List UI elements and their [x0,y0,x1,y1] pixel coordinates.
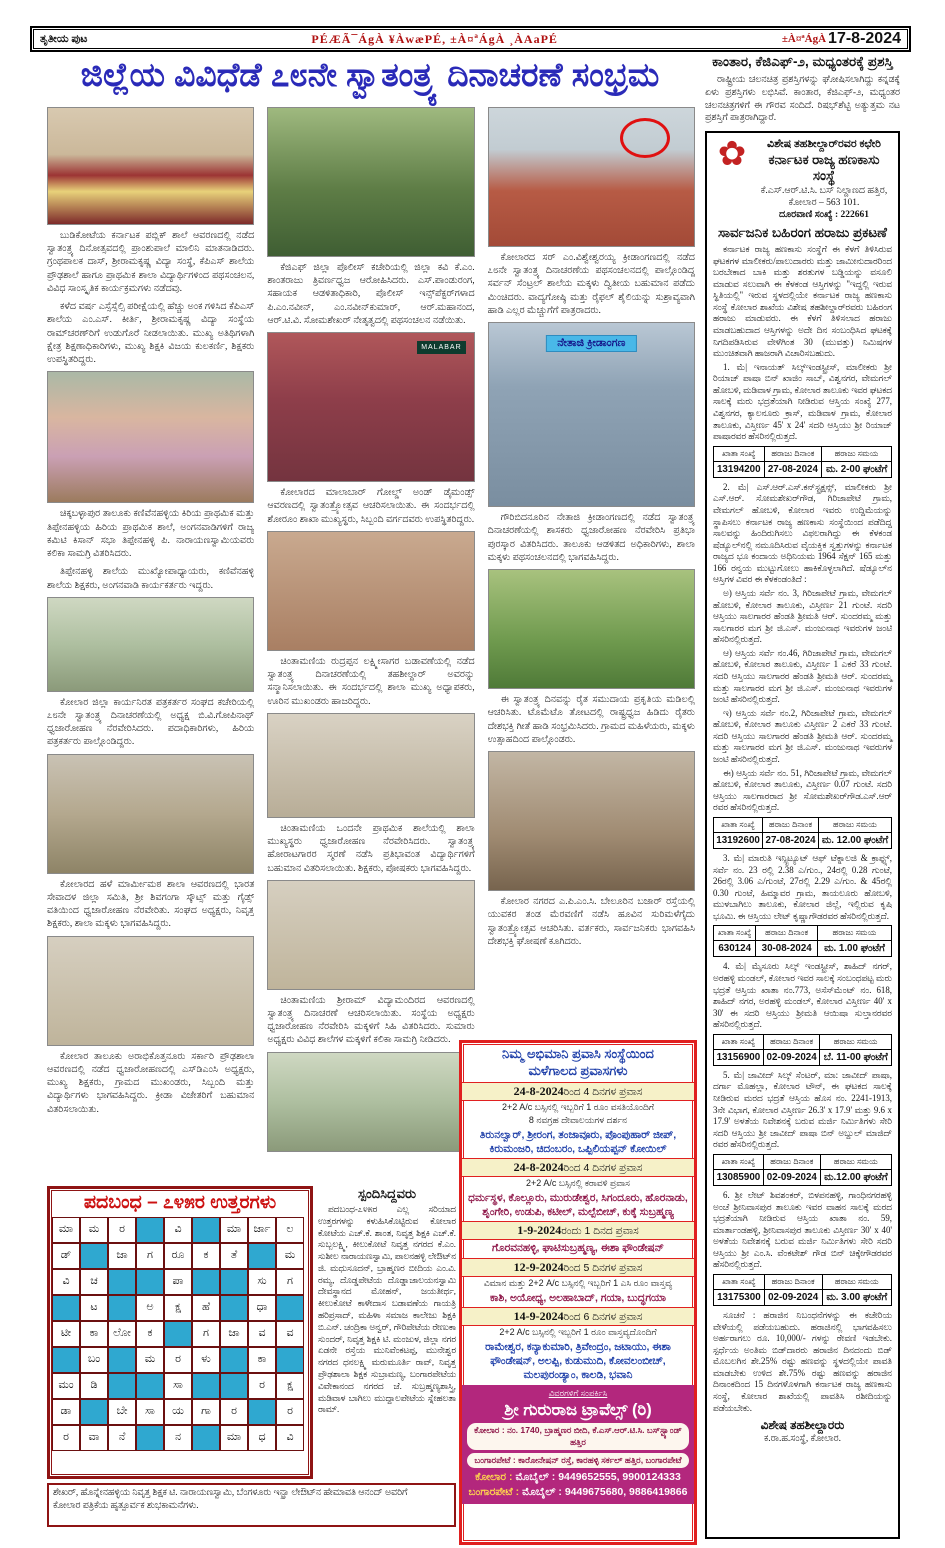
page-date: 17-8-2024 [828,30,901,47]
crossword-row-8 [52,1399,308,1425]
auction-item-5-text: 5. ಮೆ| ಜಾವೀದ್ ಸಿಲ್ಕ್ ಸೆಂಟರ್, ಮಾ: ಜಾವೀದ್ ಪಾಷಾ, ದರ್ಗಾ ಮೊಹಲ್ಲಾ, ಕೋಲಾರ ಟೌನ್, ಈ ಘಟಕದ ಸಾಲಕ್ಕೆ ನೀಡಿರುವ ಮರದ ಭದ್ರತೆ ಆಸ್ತಿಯ ಹೊಸ ನಂ. 2241-1913, 3ನೇ ವಿಭಾಗ, ಕೋಲಾರ ವಿಸ್ತೀರ್ಣ 26.3' x 17.9' ಮತ್ತು 9.6 x 17.9' ಅಳತೆಯ ನಿವೇಶನಕ್ಕೆ ಬರುವ ಮರ್ಜಿ ನಿರ್ಮಿತಿಗಳು ಸೇರಿ ಸದರಿ ಆಸ್ತಿಯು ಶ್ರೀ ಜಾವೀದ್ ಪಾಷಾ ಬಿನ್ ಅಬ್ದುಲ್ ಮಾಜಿದ್ ರವರ ಹೆಸರಿನಲ್ಲಿರುತ್ತದೆ. [713,1069,892,1150]
auction-item-2-text: 2. ಮೆ| ಎಸ್.ಆರ್.ಎಸ್.ಕನ್‌ಸ್ಟ್ರಕ್ಷನ್ಸ್, ಮಾಲೀಕರು ಶ್ರೀ ಎಸ್.ಆರ್. ಸೋಮಶೇಖರ್‌ಗೌಡ, ಗಿರಿಜಾಪೇಟೆ ಗ್ರಾಮ, ವೇಮಗಲ್ ಹೋಬಳಿ, ಕೋಲಾರ ಇವರು ಉದ್ದಿಮೆಯನ್ನು ಸ್ಥಾಪಿಸಲು ಕರ್ನಾಟಕ ರಾಜ್ಯ ಹಣಕಾಸು ಸಂಸ್ಥೆಯಿಂದ ಪಡೆದಿದ್ದ ಸಾಲವನ್ನು ಹಿಂದಿರುಗಿಸಲು ವಿಫಲರಾಗಿದ್ದು ಈ ಕೆಳಕಂಡ ಷೆಡ್ಯೂಲ್‌ನಲ್ಲಿ ನಮೂದಿಸಿರುವ ವೈಯಕ್ತಿಕ ಸ್ವತ್ತುಗಳನ್ನು ಕರ್ನಾಟಕ ರಾಜ್ಯದ ಭೂ ಕಂದಾಯ ಅಧಿನಿಯಮ 1964 ಸೆಕ್ಷನ್ 165 ಮತ್ತು 166 ರನ್ವಯ ಮುಟ್ಟುಗೋಲು ಹಾಕಿಕೊಳ್ಳಲಾಗಿದೆ. ಷೆಡ್ಯೂಲ್‌ನ ಆಸ್ತಿಗಳ ವಿವರ ಈ ಕೆಳಕಂಡಂತಿದೆ : [713,481,892,585]
travel-ad-contact-label: ವಿವರಗಳಿಗೆ ಸಂಪರ್ಕಿಸಿ [548,1388,608,1399]
auction-item-6-text: 6. ಶ್ರೀ ಲೇಟ್ ಶಿವಶಂಕರ್, ಬಿಳಪನಹಳ್ಳಿ, ಗಾಂಧಿನಗರಹಳ್ಳಿ ಅಂಚೆ ಶ್ರೀನಿವಾಸಪುರ ತಾಲೂಕು ಇವರ ವಾಹನ ಸಾಲಕ್ಕೆ ಮರದ ಭದ್ರತೆಯಾಗಿ ನೀಡಿರುವ ಆಸ್ತಿಯ ಖಾತಾ ನಂ. 59, ಮಾರ್ತಾಂಡಹಳ್ಳಿ, ಶ್ರೀನಿವಾಸಪುರ ತಾಲೂಕು ವಿಸ್ತೀರ್ಣ 30' x 40' ಅಳತೆಯ ನಿವೇಶನಕ್ಕೆ ಬರುವ ಮರ್ಜಿ ನಿರ್ಮಿತಿಗಳು ಸೇರಿ ಸದರಿ ಆಸ್ತಿಯು ಶ್ರೀ ಎಂ.ಸಿ. ವೆಂಕಟೇಶ್ ಗೌಡ ಬಿನ್ ಚಿಕ್ಕೇಗೌಡರವರ ಹೆಸರಿನಲ್ಲಿರುತ್ತದೆ. [713,1189,892,1270]
photo-parade-girls-track [488,107,695,247]
auction-item-2-sub-2: ಆ) ಆಸ್ತಿಯ ಸರ್ವೆ ನಂ.46, ಗಿರಿಜಾಪೇಟೆ ಗ್ರಾಮ, ವೇಮಗಲ್ ಹೋಬಳಿ, ಕೋಲಾರ ತಾಲೂಕು, ವಿಸ್ತೀರ್ಣ 1 ಎಕರೆ 33 ಗುಂಟೆ. ಸದರಿ ಆಸ್ತಿಯು ಸಾಲಗಾರರ ಹೆಂಡತಿ ಶ್ರೀಮತಿ ಆರ್. ಸುಂದರಮ್ಮ ಮತ್ತು ಸಾಲಗಾರರ ಮಗ ಶ್ರೀ ಜಿ.ಎಸ್. ಮಂಜುನಾಥ ಇವರುಗಳ ಜಂಟಿ ಹೆಸರಿನಲ್ಲಿರುತ್ತದೆ. [713,647,892,705]
photo-netaji-stadium-dignitaries [488,322,695,507]
crossword-blocked-cell [108,1269,136,1295]
travel-ad-contact-panel [462,1385,694,1504]
auction-table-data-row [714,1169,892,1185]
auction-item-3-table [713,925,892,957]
crossword-row-3 [52,1269,308,1295]
auction-table-header-cell: ಖಾತಾ ಸಂಖ್ಯೆ [714,446,765,461]
crossword-blocked-cell [192,1269,220,1295]
photo-police-flag-salute [267,107,474,257]
caption-line-1: ಶೇಖರ್, ಹೊನ್ನೇನಹಳ್ಳಿಯ ನಿವೃತ್ತ ಶಿಕ್ಷಕ ಟಿ. ನಾರಾಯಣಸ್ವಾಮಿ, ಬೆಂಗಳೂರು ಇನ್ಫ್ರಾ ಲೇಔಟ್‌ನ ಹೇಮಾವತಿ ಆನಂದ್ ಅವರಿಗೆ [53,1488,408,1498]
crossword-row-5 [52,1321,308,1347]
travel-ad-address-kolar: ಕೋಲಾರ : ನಂ. 1740, ಬ್ರಾಹ್ಮಣರ ಬೀದಿ, ಕೆ.ಎಸ್.ಆರ್.ಟಿ.ಸಿ. ಬಸ್‌ಸ್ಟ್ಯಾಂಡ್ ಹತ್ತಿರ [467,1423,689,1449]
auction-table-header-cell: ಹರಾಜು ಸಮಯ [822,1274,891,1289]
crossword-letter-cell: ವ [276,1321,304,1347]
auction-table-header-cell: ಖಾತಾ ಸಂಖ್ಯೆ [714,817,763,832]
auction-address-2: ಕೋಲಾರ – 563 101. [788,197,860,208]
travel-tour-date: 1-9-2024 [517,1223,562,1238]
crossword-blocked-cell [220,1373,248,1399]
right-column [705,54,900,1539]
auction-table-header-row [714,1154,892,1169]
travel-agency-name: ಶ್ರೀ ಗುರುರಾಜ ಟ್ರಾವೆಲ್ಸ್ (ರಿ) [504,1401,652,1420]
stadium-banner-text: ನೇತಾಜಿ ಕ್ರೀಡಾಂಗಣ [546,335,636,352]
auction-table-header-cell: ಹರಾಜು ದಿನಾಂಕ [764,1274,822,1289]
photo-flower-shower-procession [488,751,695,891]
auction-table-data-row [714,941,892,957]
auction-table-data-cell: ಮ. 1.00 ಘಂಟೆಗೆ [818,941,892,957]
auction-note: ಸೂಚನೆ : ಹರಾಜಿನ ನಿಬಂಧನೆಗಳನ್ನು ಈ ಕಚೇರಿಯ ವೇಳೆಯಲ್ಲಿ ಪಡೆಯಬಹುದು. ಹರಾಜಿನಲ್ಲಿ ಭಾಗವಹಿಸಲು ಅರ್ಹರಾಗಲು ರೂ. 10,000/- ಗಳನ್ನು ಠೇವಣಿ ಇಡಬೇಕು. ಸ್ಪರ್ಧೆಯ ಅಂತಿಮ ಬಿಡ್‌ದಾರರು ಹರಾಜಿನ ದಿನದಂದು ಬಿಡ್ ಮೊಬಲಗಿನ ಶೇ.25% ರಷ್ಟು ಹಣವನ್ನು ಸ್ಥಳದಲ್ಲಿಯೇ ಪಾವತಿ ಮಾಡಬೇಕು ಉಳಿದ ಶೇ.75% ರಷ್ಟು ಹಣವನ್ನು ಹರಾಜಿನ ದಿನಾಂಕದಿಂದ 15 ದಿನಗಳೊಳಗಾಗಿ ಕರ್ನಾಟಕ ರಾಜ್ಯ ಹಣಕಾಸು ಸಂಸ್ಥೆ, ಕೋಲಾರ ಶಾಖೆಯಲ್ಲಿ ಪಾವತಿಸಿ ರಶೀದಿಯನ್ನು ಪಡೆಯಬೇಕು. [713,1309,892,1413]
crossword-row-7 [52,1373,308,1399]
crossword-letter-cell: ರ [276,1399,304,1425]
travel-ad-header [462,1043,694,1082]
article-paragraph: ಕೋಲಾರ ತಾಲೂಕು ಅರಾಭಿಕೊತ್ತನೂರು ಸರ್ಕಾರಿ ಪ್ರೌಢಶಾಲಾ ಆವರಣದಲ್ಲಿ ನಡೆದ ಧ್ವಜಾರೋಹಣದಲ್ಲಿ ಎಸ್‌ಡಿಎಂಸಿ ಅಧ್ಯಕ್ಷರು, ಮುಖ್ಯ ಶಿಕ್ಷಕರು, ಗ್ರಾಮದ ಮುಖಂಡರು, ಸಿಬ್ಬಂದಿ ಮತ್ತು ವಿದ್ಯಾರ್ಥಿಗಳು ಭಾಗವಹಿಸಿದ್ದರು. ಕ್ರೀಡಾ ವಿಜೇತರಿಗೆ ಬಹುಮಾನ ವಿತರಿಸಲಾಯಿತು. [47,1050,255,1115]
crossword-blocked-cell [220,1295,248,1321]
masthead-bar [30,26,911,52]
crossword-letter-cell: ನೆ [108,1425,136,1451]
crossword-letter-cell: ಗಾ [192,1399,220,1425]
article-paragraph: ಚಿಂತಾಮಣಿಯ ರುದ್ರಪ್ಪನ ಲಕ್ಷ್ಮೀಸಾಗರ ಬಡಾವಣೆಯಲ್ಲಿ ನಡೆದ ಸ್ವಾತಂತ್ರ್ಯ ದಿನಾಚರಣೆಯಲ್ಲಿ ತಹಶೀಲ್ದಾರ್ ಅವರನ್ನು ಸನ್ಮಾನಿಸಲಾಯಿತು. ಈ ಸಂದರ್ಭದಲ್ಲಿ ಶಾಲಾ ಮುಖ್ಯ ಅಧ್ಯಾಪಕರು, ಊರಿನ ಮುಖಂಡರು ಹಾಜರಿದ್ದರು. [267,655,475,707]
travel-tour-detail-line: 8 ನವಗ್ರಹ ದೇವಾಲಯಗಳ ದರ್ಶನ [528,1114,628,1125]
auction-table-data-cell: ಮ. 12.00 ಘಂಟೆಗೆ [819,832,892,848]
crossword-row-6 [52,1347,308,1373]
crossword-letter-cell: ರ [220,1399,248,1425]
auction-table-data-cell: 02-09-2024 [764,1289,822,1305]
travel-ad-address-bangarpet: ಬಂಗಾರಪೇಟೆ : ಕಾರೋನೇಷನ್ ರಸ್ತೆ, ಕಾರಹಳ್ಳಿ ಸರ್ಕಲ್ ಹತ್ತಿರ, ಬಂಗಾರಪೇಟೆ [467,1453,689,1468]
crossword-letter-cell: ಮ [136,1347,164,1373]
auction-table-data-cell: ಮ. 3.00 ಘಂಟೆಗೆ [822,1289,891,1305]
masthead-title: PÉÆÃ¯ÁgÀ ¥ÀwæPÉ, ±À¤ªÁgÀ ¸ÀAaPÉ [311,31,558,46]
auction-signature-org: ಕ.ರಾ.ಹ.ಸಂಸ್ಥೆ, ಕೋಲಾರ. [763,1434,842,1445]
auction-table-header-cell: ಖಾತಾ ಸಂಖ್ಯೆ [714,1274,765,1289]
crossword-letter-cell: ಯ [164,1399,192,1425]
crossword-letter-cell: ಪಾ [164,1269,192,1295]
crossword-letter-cell: ಮಾ [220,1217,248,1243]
article-paragraph: ಬುಡಿಕೋಟೆಯ ಕರ್ನಾಟಕ ಪಬ್ಲಿಕ್ ಶಾಲೆ ಆವರಣದಲ್ಲಿ ನಡೆದ ಸ್ವಾತಂತ್ರ್ಯ ದಿನೋತ್ಸವದಲ್ಲಿ ಪ್ರಾಂಶುಪಾಲೆ ಮಾಲಿನಿ ಮಾತನಾಡಿದರು. ಗ್ರಂಥಪಾಲಕ ದಾಸ್, ಶ್ರೀರಾಮಕೃಷ್ಣ ವಿದ್ಯಾ ಸಂಸ್ಥೆ, ಕೆಪಿಎಸ್ ಶಾಲೆಯ ಪ್ರೌಢಶಾಲೆ ಹಾಗೂ ಪ್ರಾಥಮಿಕ ಶಾಲಾ ವಿದ್ಯಾರ್ಥಿಗಳಿಂದ ಪಥಸಂಚಲನ, ವಿವಿಧ ಸಾಂಸ್ಕೃತಿಕ ಕಾರ್ಯಕ್ರಮಗಳು ನಡೆದವು. [47,230,255,294]
crossword-letter-cell: ಹೆ [192,1295,220,1321]
travel-ad-sections [462,1082,694,1385]
auction-table-header-cell: ಖಾತಾ ಸಂಖ್ಯೆ [714,1034,764,1049]
crossword-letter-cell: ಡ್ [52,1243,80,1269]
crossword-blocked-cell [192,1217,220,1243]
photo-classroom-children [47,371,254,503]
crossword-letter-cell: ವಿ [276,1425,304,1451]
article-paragraph: ಕೋಲಾರ ನಗರದ ಎ.ಪಿ.ಎಂ.ಸಿ. ಬೇಲೂರಿನ ಬಜಾರ್ ರಸ್ತೆಯಲ್ಲಿ ಯುವಕರ ತಂಡ ಮೆರವಣಿಗೆ ನಡೆಸಿ ಹೂವಿನ ಸುರಿಮಳೆಗೈದು ಸ್ವಾತಂತ್ರ್ಯೋತ್ಸವ ಆಚರಿಸಿತು. ವರ್ತಕರು, ಸಾರ್ವಜನಿಕರು ಭಾಗವಹಿಸಿ ದೇಶಭಕ್ತಿ ಘೋಷಣೆ ಕೂಗಿದರು. [487,896,695,947]
article-paragraph: ಚಿಕ್ಕಬಳ್ಳಾಪುರ ತಾಲೂಕು ಕಣಿವೆನಹಳ್ಳಿಯ ಕಿರಿಯ ಪ್ರಾಥಮಿಕ ಮತ್ತು ತಿಪ್ಪೇನಹಳ್ಳಿಯ ಹಿರಿಯ ಪ್ರಾಥಮಿಕ ಶಾಲೆ, ಅಂಗನವಾಡಿಗಳಿಗೆ ರಾಜ್ಯ ಕಮಿಟಿ ಕಿಸಾನ್ ಸಭಾ ತಿಪ್ಪೇನಹಳ್ಳಿ ಪಿ. ನಾರಾಯಣಸ್ವಾಮಿಯವರು ಕಲಿಕಾ ಸಾಮಗ್ರಿ ವಿತರಿಸಿದರು. [47,508,255,560]
crossword-letter-cell: ಅ [136,1295,164,1321]
crossword-grid [52,1217,308,1451]
crossword-letter-cell: ಚ [80,1269,108,1295]
crossword-letter-cell: ವಾ [80,1425,108,1451]
auction-office-line: ವಿಶೇಷ ತಹಶೀಲ್ದಾರ್‌ರವರ ಕಛೇರಿ [766,137,881,150]
crossword-blocked-cell [80,1243,108,1269]
auction-item-4-table [713,1034,892,1066]
travel-tour-detail-line: 2+2 A/c ಬಸ್ಸಿನಲ್ಲಿ ಇಬ್ಬರಿಗೆ 1 ರೂಂ ವಸತಿಯೊಂದಿಗೆ [501,1101,655,1112]
crossword-letter-cell: ಡಿ [80,1373,108,1399]
travel-tour-date: 24-8-2024 [513,1160,564,1175]
auction-table-header-cell: ಖಾತಾ ಸಂಖ್ಯೆ [714,926,756,941]
crossword-letter-cell: ಜಾ [220,1321,248,1347]
crossword-letter-cell: ಗ [276,1269,304,1295]
auction-item-3-text: 3. ಮೆ| ಮಾರುತಿ ಇನ್ಸ್ಟಿಟ್ಯೂಟ್ ಆಫ್ ಟೆಕ್ನಾಲಜಿ & ಕ್ರಾಫ್ಟ್ಸ್, ಸರ್ವೆ ನಂ. 23 ರಲ್ಲಿ 2.38 ಎ/ಗುಂ., 24ರಲ್ಲಿ 0.28 ಗುಂಟೆ, 26ರಲ್ಲಿ 3.06 ಎ/ಗುಂಟೆ, 27ರಲ್ಲಿ 2.29 ಎ/ಗುಂ. & 45ರಲ್ಲಿ 0.30 ಗುಂಟೆ, ಹಿಮ್ಮಾವರ ಗ್ರಾಮ, ತಾಯಲೂರು ಹೋಬಳಿ, ಮುಳಬಾಗಿಲು ತಾಲೂಕು, ಕೋಲಾರ ಜಿಲ್ಲೆ, ಇಲ್ಲಿರುವ ಕೃಷಿ ಭೂಮಿ. ಈ ಆಸ್ತಿಯು ಲೇಟ್ ಕೃಷ್ಣಾಗೌಡರವರ ಹೆಸರಿನಲ್ಲಿರುತ್ತದೆ. [713,852,892,921]
responders-title: ಸ್ಪಂದಿಸಿದ್ದವರು [358,1186,416,1201]
crossword-letter-cell: ನ [164,1425,192,1451]
article-paragraph: ಚಿಂತಾಮಣಿಯ ಶ್ರೀರಾಮ್ ವಿದ್ಯಾಮಂದಿರದ ಆವರಣದಲ್ಲಿ ಸ್ವಾತಂತ್ರ್ಯ ದಿನಾಚರಣೆ ಆಚರಿಸಲಾಯಿತು. ಸಂಸ್ಥೆಯ ಅಧ್ಯಕ್ಷರು ಧ್ವಜಾರೋಹಣ ನೆರವೇರಿಸಿ ಮಕ್ಕಳಿಗೆ ಸಿಹಿ ವಿತರಿಸಿದರು. ಸುಮಾರು ಅಧ್ಯಕ್ಷರು ವಿವಿಧ ಶಾಲೆಗಳ ಮಕ್ಕಳಿಗೆ ಕಲಿಕಾ ಸಾಮಗ್ರಿ ನೀಡಿದರು. [267,994,475,1046]
crossword-letter-cell: ಮಂ [52,1373,80,1399]
crossword-letter-cell: ಲ [276,1217,304,1243]
red-circle-annotation [620,118,670,158]
edition-label: ತೃತೀಯ ಪುಟ [40,32,88,45]
caption-line-2: ಕೋಲಾರ ಪತ್ರಿಕೆಯ ಹೃತ್ಪೂರ್ವಕ ಶುಭಕಾಮನೆಗಳು. [53,1501,199,1512]
auction-table-data-cell: 630124 [714,941,756,957]
crossword-letter-cell: ಕ್ಷ [164,1295,192,1321]
crossword-blocked-cell [108,1295,136,1321]
crossword-blocked-cell [80,1399,108,1425]
crossword-blocked-cell [220,1347,248,1373]
article-column-2 [267,104,474,1180]
auction-table-header-cell: ಹರಾಜು ಸಮಯ [820,1034,892,1049]
auction-table-header-cell: ಹರಾಜು ದಿನಾಂಕ [756,926,818,941]
auction-item-1-text: 1. ಮೆ| ಇನಾಯತ್ ಸಿಲ್ಕ್‌ಇಂಡಸ್ಟ್ರೀಸ್, ಮಾಲೀಕರು ಶ್ರೀ ರಿಯಾಜ್ ಪಾಷಾ ಬಿನ್ ಖಾಜಿಂ ಸಾಬ್, ವಿಶ್ವನಗರ, ವೇಮಗಲ್ ಹೋಬಳಿ, ಮಡಿವಾಳ ಗ್ರಾಮ, ಕೋಲಾರ ತಾಲೂಕು ಇವರ ಘಟಕದ ಸಾಲಕ್ಕೆ ಮರು ಭದ್ರತೆಯಾಗಿ ನೀಡಿರುವ ಆಸ್ತಿಯ ಸಂಖ್ಯೆ 277, ವಿಶ್ವನಗರ, ಕ್ಯಾಲನೂರು ಕ್ರಾಸ್, ಮಡಿವಾಳ ಗ್ರಾಮ, ಕೋಲಾರ ತಾಲೂಕು, ವಿಸ್ತೀರ್ಣ 45' x 24' ಸದರಿ ಆಸ್ತಿಯು ಶ್ರೀ ರಿಯಾಜ್ ಪಾಷಾರವರ ಹೆಸರಿನಲ್ಲಿರುತ್ತದೆ. [713,361,892,442]
auction-item-2-sub-4: ಈ) ಆಸ್ತಿಯ ಸರ್ವೆ ನಂ. 51, ಗಿರಿಜಾಪೇಟೆ ಗ್ರಾಮ, ವೇಮಗಲ್ ಹೋಬಳಿ, ಕೋಲಾರ ತಾಲೂಕು, ವಿಸ್ತೀರ್ಣ 0.07 ಗುಂಟೆ. ಸದರಿ ಆಸ್ತಿಯು ಸಾಲಗಾರರಾದ ಶ್ರೀ ಸೋಮಶೇಖರ್‌ಗೌಡ.ಎಸ್.ಆರ್ ರವರ ಹೆಸರಿನಲ್ಲಿರುತ್ತದೆ. [713,767,892,813]
auction-item-2-sub-3: ಇ) ಆಸ್ತಿಯ ಸರ್ವೆ ನಂ.2, ಗಿರಿಜಾಪೇಟೆ ಗ್ರಾಮ, ವೇಮಗಲ್ ಹೋಬಳಿ, ಕೋಲಾರ ತಾಲೂಕು ವಿಸ್ತೀರ್ಣ 2 ಎಕರೆ 33 ಗುಂಟೆ. ಸದರಿ ಆಸ್ತಿಯು ಸಾಲಗಾರರ ಹೆಂಡತಿ ಶ್ರೀಮತಿ ಆರ್. ಸುಂದರಮ್ಮ ಮತ್ತು ಸಾಲಗಾರರ ಮಗ ಶ್ರೀ ಜಿ.ಎಸ್. ಮಂಜುನಾಥ ಇವರುಗಳ ಜಂಟಿ ಹೆಸರಿನಲ್ಲಿರುತ್ತದೆ. [713,707,892,765]
auction-table-data-cell: ಮ.12.00 ಘಂಟೆಗೆ [820,1169,891,1185]
responders-body: ಪದಬಂಧ-೭೪೫ರ ಎಲ್ಲ ಸರಿಯಾದ ಉತ್ತರಗಳನ್ನು ಕಳುಹಿಸಿಕೊಟ್ಟಿರುವ ಕೋಲಾರ ಕೋಟೆಯ ಎಚ್.ಕೆ. ಶಾಂತ, ನಿವೃತ್ತ ಶಿಕ್ಷಕಿ ಎಚ್.ಕೆ. ಸುಬ್ಬಲಕ್ಷ್ಮಿ, ಕೀಲುಕೋಟೆ ನಿವೃತ್ತ ನಗರದ ಕೆ.ಎಂ. ಸುಶೀಲ ನಾರಾಯಣಸ್ವಾಮಿ, ಪಾಲನಹಳ್ಳಿ ಲೇಔಟ್‌ನ ಜಿ. ಮಧುಸೂದನ್, ಬ್ರಾಹ್ಮಣರ ಬೀದಿಯ ಎಂ.ವಿ. ರಮ್ಯ, ದೊಡ್ಡಪೇಟೆಯ ದೊಡ್ಡಾಜಾಲಯನಸ್ವಾಮಿ ದೇವಸ್ಥಾನದ ಮೋಹನ್, ಜಯತೀರ್ಥ, ಕೀಲುಕೋಟೆ ಕಾಳೇದಾಸ ಬಡಾವಣೆಯ ಗಾಯತ್ರಿ ಹರಿಪ್ರಸಾದ್, ಮಹಿಳಾ ಸಮಾಜ ಕಾಲೇಜು ಶಿಕ್ಷಕಿ ಬಿ.ಎನ್. ಚಂದ್ರಿಕಾ ಅನ್ವರ್, ಗೌರಿಪೇಟೆಯ ರೇಣುಕಾ ಸುಂದರ್, ನಿವೃತ್ತ ಶಿಕ್ಷಕಿ ಟಿ. ಮಂಜುಳ, ಜಿಲ್ಲಾ ನಗರ ಏಡನೇ ರಸ್ತೆಯ ಮುನಿವೆಂಕಟಪ್ಪ, ಮುನೇಶ್ವರ ನಗರದ ಧನಲಕ್ಷ್ಮಿ ಮರುಮೂರ್ತಿ ರಾವ್, ನಿವೃತ್ತ ಪ್ರೌಢಶಾಲಾ ಶಿಕ್ಷಕ ಸುಬ್ರಾಮಣ್ಯ, ಬಂಗಾರಪೇಟೆಯ ವಿವೇಕಾನಂದ ನಗರದ ಜೆ. ಸುಬ್ರಹ್ಮಣ್ಯಶಾಸ್ತ್ರಿ, ಮಡಿವಾಳ ಬಾಗಿಲು ಮುದ್ದಾಲಪೇಟೆಯ ಸ್ನೇಹಲತಾ ರಾಮ್. [318,1204,456,1415]
crossword-letter-cell: ಗ [136,1243,164,1269]
main-article-columns [47,104,695,1180]
crossword-blocked-cell [276,1347,304,1373]
auction-table-data-cell: 13175300 [714,1289,765,1305]
article-column-1 [47,104,254,1180]
auction-table-header-cell: ಹರಾಜು ಸಮಯ [820,1154,891,1169]
article-column-3 [488,104,695,1036]
crossword-answers-box [47,1186,313,1479]
crossword-blocked-cell [108,1347,136,1373]
auction-items-list [713,362,892,1306]
crossword-letter-cell: ಮಾ [220,1425,248,1451]
auction-table-header-cell: ಹರಾಜು ದಿನಾಂಕ [763,1154,820,1169]
crossword-letter-cell: ಕ [136,1321,164,1347]
auction-table-data-cell: 27-08-2024 [764,461,822,477]
responders-column [318,1186,456,1479]
crossword-letter-cell: ಲೋ [108,1321,136,1347]
photo-arabhikothanur-school-group [47,936,254,1046]
article-paragraph: ಕೋಲಾರದ ಸರ್ ಎಂ.ವಿಶ್ವೇಶ್ವರಯ್ಯ ಕ್ರೀಡಾಂಗಣದಲ್ಲಿ ನಡೆದ ೭೮ನೇ ಸ್ವಾತಂತ್ರ್ಯ ದಿನಾಚರಣೆಯ ಪಥಸಂಚಲನದಲ್ಲಿ ಪಾಲ್ಗೊಂಡಿದ್ದ ಸರ್ವನ್ ಸೆಂಟ್ರಲ್ ಶಾಲೆಯ ಮಕ್ಕಳು ದ್ವಿತೀಯ ಬಹುಮಾನ ಪಡೆದು ಮಿಂಚಿದರು. ವಾದ್ಯಗೋಷ್ಠಿ ಮತ್ತು ರೈಫಲ್ ಶೈಲಿಯನ್ನು ಸುಶ್ರಾವ್ಯವಾಗಿ ಹಾಡಿ ಎಲ್ಲರ ಮೆಚ್ಚುಗೆಗೆ ಪಾತ್ರರಾದರು. [487,252,695,316]
crossword-blocked-cell [276,1295,304,1321]
auction-table-data-cell: 02-09-2024 [763,1049,820,1065]
crossword-letter-cell: ಟೀ [52,1321,80,1347]
travel-ad-phone-bangarpet: ಬಂಗಾರಪೇಟೆ : ಮೊಬೈಲ್ : 9449675680, 9886419866 [468,1485,688,1498]
auction-header [713,135,892,220]
auction-table-header-cell: ಖಾತಾ ಸಂಖ್ಯೆ [714,1154,764,1169]
crossword-letter-cell: ವ [248,1321,276,1347]
crossword-letter-cell: ಕಾ [80,1321,108,1347]
crossword-letter-cell: ಮಾ [52,1217,80,1243]
auction-item-1-table [713,446,892,478]
auction-address-1: ಕೆ.ಎಸ್.ಆರ್.ಟಿ.ಸಿ. ಬಸ್ ನಿಲ್ದಾಣದ ಹತ್ತಿರ, [760,185,888,196]
crossword-blocked-cell [192,1425,220,1451]
auction-table-header-cell: ಹರಾಜು ಸಮಯ [819,817,892,832]
crossword-blocked-cell [136,1425,164,1451]
travel-tour-date: 24-8-2024 [513,1083,564,1098]
auction-table-header-cell: ಹರಾಜು ದಿನಾಂಕ [763,817,819,832]
crossword-letter-cell: ಸಾ [164,1373,192,1399]
auction-table-header-row [714,1274,892,1289]
auction-item-2-sub-1: ಅ) ಆಸ್ತಿಯ ಸರ್ವೆ ನಂ. 3, ಗಿರಿಜಾಪೇಟೆ ಗ್ರಾಮ, ವೇಮಗಲ್ ಹೋಬಳಿ, ಕೋಲಾರ ತಾಲೂಕು, ವಿಸ್ತೀರ್ಣ 21 ಗುಂಟೆ. ಸದರಿ ಆಸ್ತಿಯು ಸಾಲಗಾರರ ಹೆಂಡತಿ ಶ್ರೀಮತಿ ಆರ್. ಸುಂದರಮ್ಮ ಮತ್ತು ಸಾಲಗಾರರ ಮಗ ಶ್ರೀ ಜಿ.ಎಸ್. ಮಂಜುನಾಥ ಇವರುಗಳ ಜಂಟಿ ಹೆಸರಿನಲ್ಲಿರುತ್ತದೆ. [713,587,892,645]
article-paragraph: ಈ ಸ್ವಾತಂತ್ರ್ಯ ದಿನವನ್ನು ರೈತ ಸಮುದಾಯ ಪ್ರಕೃತಿಯ ಮಡಿಲಲ್ಲಿ ಆಚರಿಸಿತು. ಟೊಮೆಟೊ ತೋಟದಲ್ಲಿ ರಾಷ್ಟ್ರಧ್ವಜ ಹಿಡಿದು ರೈತರು ದೇಶಭಕ್ತಿ ಗೀತೆ ಹಾಡಿ ಸಂಭ್ರಮಿಸಿದರು. ಗ್ರಾಮದ ಮಹಿಳೆಯರು, ಮಕ್ಕಳು ಉತ್ಸಾಹದಿಂದ ಪಾಲ್ಗೊಂಡರು. [487,694,695,745]
travel-tour-date-band: 14-9-2024ರಿಂದ 6 ದಿನಗಳ ಪ್ರವಾಸ [462,1307,694,1326]
photo-scouts-group [267,1052,474,1152]
auction-table-data-cell: ಮ. 2-00 ಘಂಟೆಗೆ [822,461,892,477]
crossword-blocked-cell [164,1321,192,1347]
crossword-letter-cell: ರ [248,1373,276,1399]
crossword-row-1 [52,1217,308,1243]
auction-table-header-cell: ಹರಾಜು ದಿನಾಂಕ [763,1034,820,1049]
crossword-blocked-cell [136,1373,164,1399]
auction-table-data-cell: 13194200 [714,461,765,477]
auction-table-header-row [714,1034,892,1049]
photo-malabar-staff-group [267,332,474,482]
auction-table-header-cell: ಹರಾಜು ದಿನಾಂಕ [764,446,822,461]
crossword-letter-cell: ರ [164,1347,192,1373]
travel-tour-date-band: 12-9-2024ರಿಂದ 5 ದಿನಗಳ ಪ್ರವಾಸ [462,1258,694,1277]
auction-table-data-cell: 02-09-2024 [763,1169,820,1185]
photo-journalists-flag-hoisting [47,597,254,692]
date-prefix: ±À¤ªÁgÀ [781,33,827,45]
auction-header-text [756,138,892,220]
crossword-letter-cell: ಕಾ [248,1347,276,1373]
travel-ad-phone-kolar: ಕೋಲಾರ : ಮೊಬೈಲ್ : 9449652555, 9900124333 [475,1470,681,1483]
crossword-row-2 [52,1243,308,1269]
travel-agency-ad [459,1040,697,1545]
article-paragraph: ಚಿಂತಾಮಣಿಯ ಒಂದನೇ ಪ್ರಾಥಮಿಕ ಶಾಲೆಯಲ್ಲಿ ಶಾಲಾ ಮುಖ್ಯಸ್ಥರು ಧ್ವಜಾರೋಹಣ ನೆರವೇರಿಸಿದರು. ಸ್ವಾತಂತ್ರ್ಯ ಹೋರಾಟಗಾರರ ಸ್ಮರಣೆ ನಡೆಸಿ ಪ್ರತಿಭಾವಂತ ವಿದ್ಯಾರ್ಥಿಗಳಿಗೆ ಬಹುಮಾನ ವಿತರಿಸಲಾಯಿತು. ಶಿಕ್ಷಕರು, ಪೋಷಕರು ಭಾಗವಹಿಸಿದ್ದರು. [267,822,475,874]
travel-tour-destinations: ಗೊರವನಹಳ್ಳಿ, ಘಾಟಿಸುಬ್ರಹ್ಮಣ್ಯ, ಈಶಾ ಫೌಂಡೇಷನ್ [491,1242,665,1255]
crossword-blocked-cell [192,1373,220,1399]
crossword-letter-cell: ವಿ [52,1269,80,1295]
crossword-letter-cell: ಗ [192,1321,220,1347]
crossword-letter-cell: ಸಾ [136,1399,164,1425]
crossword-blocked-cell [248,1243,276,1269]
crossword-blocked-cell [220,1269,248,1295]
auction-notice-title: ಸಾರ್ವಜನಿಕ ಬಹಿರಂಗ ಹರಾಜು ಪ್ರಕಟಣೆ [718,224,887,240]
travel-tour-date: 12-9-2024 [513,1259,564,1274]
crossword-letter-cell: ರ [108,1217,136,1243]
travel-tour-destinations: ತಿರುನಲ್ವಾರ್, ಶ್ರೀರಂಗ, ತಂಜಾವೂರು, ಪೊಂಪುಹಾರ್ ಜೀಪ್, ಕಿರುಮಂಜರಿ, ಚಿದಂಬರಂ, ಒಪ್ಪಿಲಿಯಪ್ಪನ್ ಕೋಯಿಲ್ [479,1128,677,1155]
crossword-letter-cell: ಮ [276,1243,304,1269]
auction-table-data-cell: 13085900 [714,1169,764,1185]
auction-table-data-cell: 27-08-2024 [763,832,819,848]
article-paragraph: ಕೋಲಾರ ಜಿಲ್ಲಾ ಕಾರ್ಯನಿರತ ಪತ್ರಕರ್ತರ ಸಂಘದ ಕಚೇರಿಯಲ್ಲಿ ೭೮ನೇ ಸ್ವಾತಂತ್ರ್ಯ ದಿನಾಚರಣೆಯಲ್ಲಿ ಅಧ್ಯಕ್ಷ ಬಿ.ವಿ.ಗೋಪಿನಾಥ್ ಧ್ವಜಾರೋಹಣ ನೆರವೇರಿಸಿದರು. ಪದಾಧಿಕಾರಿಗಳು, ಹಿರಿಯ ಪತ್ರಕರ್ತರು ಪಾಲ್ಗೊಂಡಿದ್ದರು. [47,696,255,748]
auction-table-data-row [714,832,892,848]
crossword-letter-cell: ರೂ [164,1243,192,1269]
crossword-blocked-cell [52,1295,80,1321]
article-paragraph: ಗೌರಿಬಿದನೂರಿನ ನೇತಾಜಿ ಕ್ರೀಡಾಂಗಣದಲ್ಲಿ ನಡೆದ ಸ್ವಾತಂತ್ರ್ಯ ದಿನಾಚರಣೆಯಲ್ಲಿ ಶಾಸಕರು ಧ್ವಜಾರೋಹಣ ನೆರವೇರಿಸಿ ಪ್ರತಿಭಾ ಪುರಸ್ಕಾರ ವಿತರಿಸಿದರು. ತಾಲೂಕು ಆಡಳಿತದ ಅಧಿಕಾರಿಗಳು, ಶಾಲಾ ಮಕ್ಕಳು ಪಥಸಂಚಲನದಲ್ಲಿ ಭಾಗವಹಿಸಿದ್ದರು. [487,512,695,563]
crossword-blocked-cell [248,1399,276,1425]
travel-tour-destinations: ಧರ್ಮಸ್ಥಳ, ಕೊಲ್ಲೂರು, ಮುರುಡೇಶ್ವರ, ಸಿಗಂದೂರು, ಹೊರನಾಡು, ಶೃಂಗೇರಿ, ಉಡುಪಿ, ಕಟೀಲ್, ಮಲ್ಪೆಬೀಚ್, ಕುಕ್ಕೆ ಸುಬ್ರಹ್ಮಣ್ಯ [468,1192,688,1219]
travel-ad-header-line1: ನಿಮ್ಮ ಅಭಿಮಾನಿ ಪ್ರವಾಸಿ ಸಂಸ್ಥೆಯಿಂದ [502,1046,654,1061]
travel-tour-date-band: 1-9-2024ರಂದು 1 ದಿನದ ಪ್ರವಾಸ [462,1221,694,1240]
auction-table-data-cell: 13192600 [714,832,763,848]
photo-garlanding-ceremony [267,531,474,651]
travel-ad-header-line2: ಮಳೆಗಾಲದ ಪ್ರವಾಸಗಳು [528,1062,628,1078]
auction-table-header-cell: ಹರಾಜು ಸಮಯ [818,926,892,941]
auction-notice-box [705,131,900,1539]
auction-table-data-cell: 30-08-2024 [756,941,818,957]
main-headline: ಜಿಲ್ಲೆಯ ವಿವಿಧೆಡೆ ೭೮ನೇ ಸ್ವಾತಂತ್ರ್ಯ ದಿನಾಚರಣೆ ಸಂಭ್ರಮ [80,56,660,93]
travel-tour-detail-line: 2+2 A/c ಬಸ್ಸಿನಲ್ಲಿ ಇಬ್ಬರಿಗೆ 1 ರೂಂ ವಾಸ್ತವ್ಯದೊಂದಿಗೆ [499,1326,657,1337]
crossword-letter-cell: ಕ [192,1243,220,1269]
awards-news-headline: ಕಾಂತಾರ, ಕೆಜಿಎಫ್-೨, ಮಧ್ಯಂತರಕ್ಕೆ ಪ್ರಶಸ್ತಿ [712,54,893,69]
travel-tour-destinations: ರಾಮೇಶ್ವರ, ಕನ್ಯಾಕುಮಾರಿ, ತ್ರಿವೇಂದ್ರಂ, ಜಟಾಯು, ಈಶಾ ಫೌಂಡೇಷನ್, ಅಲಪ್ಪಿ, ಕುಡುಮುದಿ, ಕೋವಲಂಬೀಚ್, ಮಲಪುರಂಡ್ಯಾಂ, ಕಾಲಡಿ, ಭವಾನಿ [485,1340,671,1382]
crossword-letter-cell: ಸು [248,1269,276,1295]
travel-tour-detail-line: ವಿಮಾನ ಮತ್ತು 2+2 A/c ಬಸ್ಸಿನಲ್ಲಿ ಇಬ್ಬರಿಗೆ 1 ಎಸಿ ರೂಂ ವಾಸ್ತವ್ಯ [483,1277,673,1288]
crossword-letter-cell: ವಿ [164,1217,192,1243]
auction-table-data-cell: ಬೆ. 11-00 ಘಂಟೆಗೆ [820,1049,892,1065]
auction-item-4-text: 4. ಮೆ| ಮೈಸೂರು ಸಿಲ್ಕ್ ಇಂಡಸ್ಟ್ರೀಸ್, ಶಾಹಿದ್ ನಗರ್, ಅರಹಳ್ಳಿ ಮಂಡಲ್, ಕೋಲಾರ ಇವರ ಸಾಲಕ್ಕೆ ಸಂಬಂಧಪಟ್ಟ ಮರು ಭದ್ರತೆ ಆಸ್ತಿಯ ಖಾತಾ ನಂ.773, ಅಸೆಸ್‌ಮೆಂಟ್ ನಂ. 618, ಶಾಹಿದ್ ನಗರ, ಅರಹಳ್ಳಿ ಮಂಡಲ್, ಕೋಲಾರ ವಿಸ್ತೀರ್ಣ 40' x 30' ಈ ಸದರಿ ಆಸ್ತಿಯು ಶ್ರೀಮತಿ ಆಯಿಷಾ ಸುಲ್ತಾನರವರ ಹೆಸರಿನಲ್ಲಿರುತ್ತದೆ. [713,961,892,1030]
crossword-blocked-cell [108,1373,136,1399]
auction-signature-title: ವಿಶೇಷ ತಹಶೀಲ್ದಾರರು [760,1418,845,1433]
photo-school-ground-group [267,880,474,990]
crossword-letter-cell: ಧಾ [248,1295,276,1321]
travel-tour-date-band: 24-8-2024ರಿಂದ 4 ದಿನಗಳ ಪ್ರವಾಸ [462,1158,694,1177]
article-paragraph: ಕಳೆದ ವರ್ಷ ಎಸ್ಸೆಸ್ಸೆಲ್ಸಿ ಪರೀಕ್ಷೆಯಲ್ಲಿ ಹೆಚ್ಚು ಅಂಕ ಗಳಿಸಿದ ಕೆಪಿಎಸ್ ಶಾಲೆಯ ಎಂ.ಎಸ್. ಕೀರ್ತಿ, ಶ್ರೀರಾಮಕೃಷ್ಣ ವಿದ್ಯಾ ಸಂಸ್ಥೆಯ ರಾಮ್‌ಚರಣ್‌ರಿಗೆ ಉಡುಗೊರೆ ನೀಡಲಾಯಿತು. ಮುಖ್ಯ ಅತಿಥಿಗಳಾಗಿ ಕ್ಷೇತ್ರ ಶಿಕ್ಷಣಾಧಿಕಾರಿಗಳು, ಮುಖ್ಯ ಶಿಕ್ಷಕಿ ವಿಜಯ ಕುಲಕರ್ಣಿ, ಶಿಕ್ಷಕರು ಉಪಸ್ಥಿತರಿದ್ದರು. [47,301,255,366]
photo-sevadal-street-crowd [47,754,254,874]
ksfc-flower-logo-icon: ✿ [717,135,747,173]
article-paragraph: ಕೋಲಾರದ ಮಾಲಾಬಾರ್ ಗೋಲ್ಡ್ ಅಂಡ್ ಡೈಮಂಡ್ಸ್ ಆವರಣದಲ್ಲಿ ಸ್ವಾತಂತ್ರ್ಯೋತ್ಸವ ಆಚರಿಸಲಾಯಿತು. ಈ ಸಂದರ್ಭದಲ್ಲಿ ಶೋರೂಂ ಶಾಖಾ ಮುಖ್ಯಸ್ಥರು, ಸಿಬ್ಬಂದಿ ವರ್ಗದವರು ಉಪಸ್ಥಿತರಿದ್ದರು. [267,487,475,525]
article-paragraph: ಕೋಲಾರದ ಹಳೆ ಮಾರ್ಮೀಮಠ ಶಾಲಾ ಆವರಣದಲ್ಲಿ ಭಾರತ ಸೇವಾದಳ ಜಿಲ್ಲಾ ಸಮಿತಿ, ಶ್ರೀ ಶಿವಗಂಗಾ ಸ್ಕೌಟ್ಸ್ ಮತ್ತು ಗೈಡ್ಸ್ ವತಿಯಿಂದ ಧ್ವಜಾರೋಹಣ ನೆರವೇರಿತು. ಸಂಘದ ಅಧ್ಯಕ್ಷರು, ನಿವೃತ್ತ ಶಿಕ್ಷಕರು, ಶಾಲಾ ಮಕ್ಕಳು ಭಾಗವಹಿಸಿದ್ದರು. [47,878,255,930]
auction-intro: ಕರ್ನಾಟಕ ರಾಜ್ಯ ಹಣಕಾಸು ಸಂಸ್ಥೆಗೆ ಈ ಕೆಳಗೆ ತಿಳಿಸಿರುವ ಘಟಕಗಳ ಮಾಲೀಕರು/ಪಾಲುದಾರರು ಮತ್ತು ಜಾಮೀನುದಾರರಿಂದ ಬರಬೇಕಾದ ಬಾಕಿ ಮತ್ತು ಶರತುಗಳ ಬಡ್ಡಿಯನ್ನು ವಸೂಲಿ ಮಾಡುವ ಸಲುವಾಗಿ ಈ ಕೆಳಕಂಡ ಆಸ್ತಿಗಳನ್ನು "ಇದ್ದಲ್ಲಿ ಇರುವ ಸ್ಥಿತಿಯಲ್ಲಿ" ಇರುವ ಸ್ಥಳದಲ್ಲಿಯೇ ಕರ್ನಾಟಕ ರಾಜ್ಯ ಹಣಕಾಸು ಸಂಸ್ಥೆ ಕೋಲಾರ ಶಾಖೆಯ ವಿಶೇಷ ತಹಶೀಲ್ದಾರ್‌ರವರು ಬಹಿರಂಗ ಹರಾಜು ಮಾಡುವರು. ಈ ಕೆಳಗೆ ತಿಳಿಸಲಾದ ಹರಾಜು ಮಾಡಬಹುದಾದ ಆಸ್ತಿಗಳನ್ನು ಅದೇ ದಿನ ಸಂಬಂಧಿಸಿದ ಘಟಕಕ್ಕೆ ನಿಗದಿಪಡಿಸಿರುವ ವೇಳೆಗಿಂತ 30 (ಮುವತ್ತು) ನಿಮಿಷಗಳ ಮುಂಚಿತವಾಗಿ ಹಾಜರಾಗಿ ವಿಚಾರಿಸಬಹುದು. [713,243,892,359]
auction-table-data-row [714,461,892,477]
auction-table-data-cell: 13156900 [714,1049,764,1065]
crossword-letter-cell: ಡಾ [52,1399,80,1425]
travel-tour-date: 14-9-2024 [513,1308,564,1323]
crossword-row-4 [52,1295,308,1321]
article-paragraph: ಕೆಜಿಎಫ್ ಜಿಲ್ಲಾ ಪೊಲೀಸ್ ಕಚೇರಿಯಲ್ಲಿ ಜಿಲ್ಲಾ ಕವಿ ಕೆ.ಎಂ. ಶಾಂತರಾಜು ತ್ರಿವರ್ಣಧ್ವಜ ಆರೋಹಿಸಿದರು. ಎಸ್.ಪಾಂಡುರಂಗ, ಸಹಾಯಕ ಆಡಳಿತಾಧಿಕಾರಿ, ಪೊಲೀಸ್ ಇನ್ಸ್‌ಪೆಕ್ಟರ್‌ಗಳಾದ ಪಿ.ಎಂ.ನವೀನ್, ಎಂ.ನವೀನ್‌ಕುಮಾರ್, ಆರ್.ಮಹಾನಂದ, ಆರ್.ಟಿ.ವಿ. ಸೋಮಶೇಖರ್ ನೇತೃತ್ವದಲ್ಲಿ ಪಥಸಂಚಲನ ನಡೆಯಿತು. [267,262,475,326]
auction-item-5-table [713,1154,892,1186]
crossword-letter-cell: ಮ [80,1217,108,1243]
crossword-letter-cell: ಟ [80,1295,108,1321]
photo-farmers-field-flags [488,569,695,689]
crossword-letter-cell: ರ್ಜಾ [248,1217,276,1243]
auction-table-data-row [714,1289,892,1305]
crossword-title: ಪದಬಂಧ – ೭೪೫ರ ಉತ್ತರಗಳು [83,1192,277,1213]
auction-table-header-row [714,926,892,941]
crossword-letter-cell: ಬೇ [108,1399,136,1425]
crossword-letter-cell: ಬಂ [80,1347,108,1373]
auction-table-header-cell: ಹರಾಜು ಸಮಯ [822,446,892,461]
auction-table-header-row [714,446,892,461]
article-paragraph: ತಿಪ್ಪೇನಹಳ್ಳಿ ಶಾಲೆಯ ಮುಖ್ಯೋಪಾಧ್ಯಾಯರು, ಕಣಿವೆನಹಳ್ಳಿ ಶಾಲೆಯ ಶಿಕ್ಷಕರು, ಅಂಗನವಾಡಿ ಕಾರ್ಯಕರ್ತರು ಇದ್ದರು. [47,566,255,591]
crossword-blocked-cell [136,1269,164,1295]
awards-news-body: ರಾಷ್ಟ್ರೀಯ ಚಲನಚಿತ್ರ ಪ್ರಶಸ್ತಿಗಳನ್ನು ಘೋಷಿಸಲಾಗಿದ್ದು ಕನ್ನಡಕ್ಕೆ ಏಳು ಪ್ರಶಸ್ತಿಗಳು ಲಭಿಸಿವೆ. ಕಾಂತಾರ, ಕೆಜಿಎಫ್-೨, ಮಧ್ಯಂತರ ಚಲನಚಿತ್ರಗಳಿಗೆ ಈ ಗೌರವ ಸಂದಿದೆ. ರಿಷಭ್‌ಶೆಟ್ಟಿ ಅತ್ಯುತ್ತಮ ನಟ ಪ್ರಶಸ್ತಿಗೆ ಪಾತ್ರರಾಗಿದ್ದಾರೆ. [705,75,900,124]
auction-phone: ದೂರವಾಣಿ ಸಂಖ್ಯೆ : 222661 [778,209,870,220]
photo-iday-banner-gathering [267,713,474,818]
photo-budikote-school-function [47,107,254,225]
auction-item-2-table [713,817,892,849]
crossword-row-9 [52,1425,308,1451]
malabar-logo-text: MALABAR [417,341,465,354]
travel-tour-destinations: ಕಾಶಿ, ಅಯೋಧ್ಯ, ಅಲಹಾಬಾದ್, ಗಯಾ, ಬುದ್ಧಗಯಾ [490,1291,666,1304]
auction-item-6-table [713,1274,892,1306]
crossword-letter-cell: ಳು [192,1347,220,1373]
travel-tour-detail-line: 2+2 A/c ಬಸ್ಸಿನಲ್ಲಿ ಕರಾವಳಿ ಪ್ರವಾಸ [526,1178,630,1189]
auction-org-line: ಕರ್ನಾಟಕ ರಾಜ್ಯ ಹಣಕಾಸು ಸಂಸ್ಥೆ [768,151,880,183]
auction-table-data-row [714,1049,892,1065]
crossword-letter-cell: ತೆ [220,1243,248,1269]
crossword-letter-cell: ರ [52,1425,80,1451]
travel-tour-date-band: 24-8-2024ರಿಂದ 4 ದಿನಗಳ ಪ್ರವಾಸ [462,1082,694,1101]
crossword-blocked-cell [52,1347,80,1373]
crossword-letter-cell: ಕ್ಷ [276,1373,304,1399]
auction-table-header-row [714,817,892,832]
congratulations-caption-band [47,1483,456,1527]
crossword-letter-cell: ಧ [248,1425,276,1451]
crossword-blocked-cell [136,1217,164,1243]
crossword-letter-cell: ಜಾ [108,1243,136,1269]
